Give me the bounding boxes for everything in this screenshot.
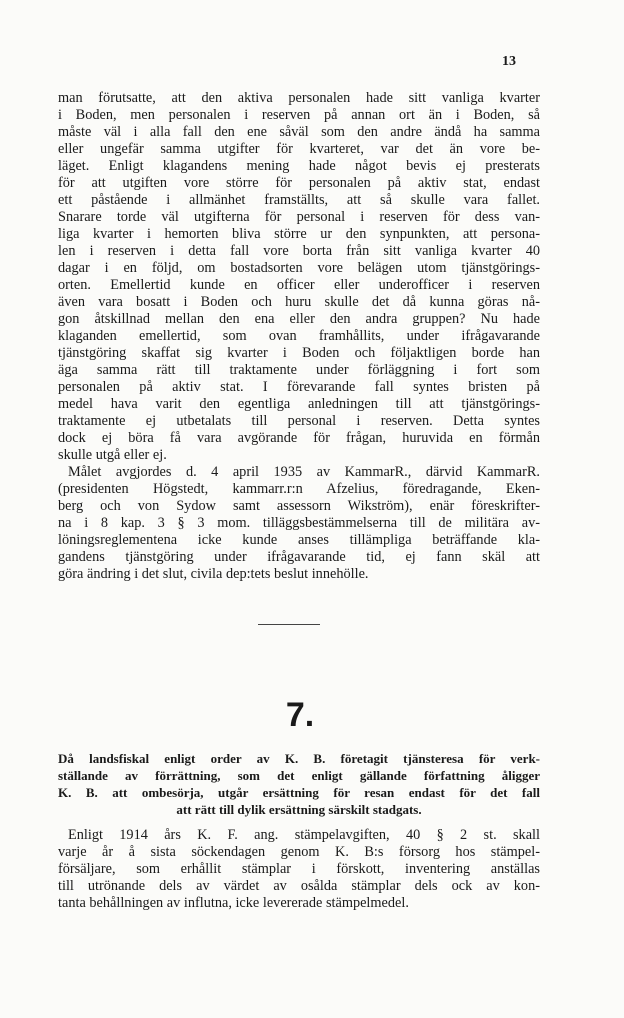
heading-line: Då landsfiskal enligt order av K. B. företagit tjänsteresa för verk- [58,751,540,766]
text-line: dagar i en följd, om bostadsorten vore belägen utom tjänstgörings- [58,260,540,276]
text-line: tanta behållningen av influtna, icke levererade stämpelmedel. [58,895,409,911]
text-line: försäljare, som erhållit stämplar i förskott, inventering anställas [58,861,540,877]
text-line: berg och von Sydow samt assessorn Wikström), enär föreskrifter- [58,498,540,514]
text-line: ett påstående i allmänhet framställts, att så skulle vara fallet. [58,192,540,208]
text-line: len i reserven i detta fall vore borta från sitt vanliga kvarter 40 [58,243,540,259]
text-line: läget. Enligt klagandens mening hade något bevis ej presterats [58,158,540,174]
text-line: liga kvarter i hemorten bliva större ur den synpunkten, att persona- [58,226,540,242]
text-line: tjänstgöring skaffat sig kvarter i Boden och följaktligen borde han [58,345,540,361]
text-line: göra ändring i det slut, civila dep:tets beslut innehölle. [58,566,369,582]
text-line: Målet avgjordes d. 4 april 1935 av KammarR., därvid KammarR. [68,464,540,480]
text-line: Snarare torde väl utgifterna för personal i reserven för dess van- [58,209,540,225]
text-line: varje år å sista söckendagen genom K. B:s försorg hos stämpel- [58,844,540,860]
text-line: (presidenten Högstedt, kammarr.r:n Afzelius, föredragande, Eken- [58,481,540,497]
text-line: gon åtskillnad mellan den ena eller den andra gruppen? Nu hade [58,311,540,327]
text-line: personalen på aktiv stat. I förevarande fall syntes bristen på [58,379,540,395]
text-line: gandens tjänstgöring under ifrågavarande tid, ej fann skäl att [58,549,540,565]
text-line: för att utgiften vore större för personalen på aktiv stat, endast [58,175,540,191]
text-line: skulle utgå eller ej. [58,447,167,463]
section-separator [258,624,320,625]
text-line: Enligt 1914 års K. F. ang. stämpelavgiften, 40 § 2 st. skall [68,827,540,843]
heading-line: att rätt till dylik ersättning särskilt stadgats. [176,802,422,817]
text-line: i Boden, men personalen i reserven på annan ort än i Boden, så [58,107,540,123]
text-line: medel hava varit den egentliga anledningen till att tjänstgörings- [58,396,540,412]
text-line: orten. Emellertid kunde en officer eller underofficer i reserven [58,277,540,293]
text-line: äga samma rätt till traktamente under förläggning i fort som [58,362,540,378]
text-line: na i 8 kap. 3 § 3 mom. tilläggsbestämmelserna till de militära av- [58,515,540,531]
text-line: eller ungefär samma utgifter för kvarteret, var det än vore be- [58,141,540,157]
text-line: traktamente ej utbetalats till personal i reserven. Detta syntes [58,413,540,429]
text-line: även vara bosatt i Boden och huru skulle det då kunna göras nå- [58,294,540,310]
text-line: löningsreglementena icke kunde anses tillämpliga beträffande kla- [58,532,540,548]
text-line: klaganden emellertid, som ovan framhållits, under ifrågavarande [58,328,540,344]
text-line: man förutsatte, att den aktiva personalen hade sitt vanliga kvarter [58,90,540,106]
text-line: måste väl i alla fall den ene såväl som den andre ändå ha samma [58,124,540,140]
text-line: till utrönande dels av värdet av osålda stämplar dels ock av kon- [58,878,540,894]
page-number: 13 [502,54,516,69]
heading-line: ställande av förrättning, som det enligt gällande författning åligger [58,768,540,783]
text-line: dock ej böra få vara avgörande för frågan, huruvida en förmån [58,430,540,446]
section-number: 7. [285,696,315,734]
heading-line: K. B. att ombesörja, utgår ersättning för resan endast för det fall [58,785,540,800]
